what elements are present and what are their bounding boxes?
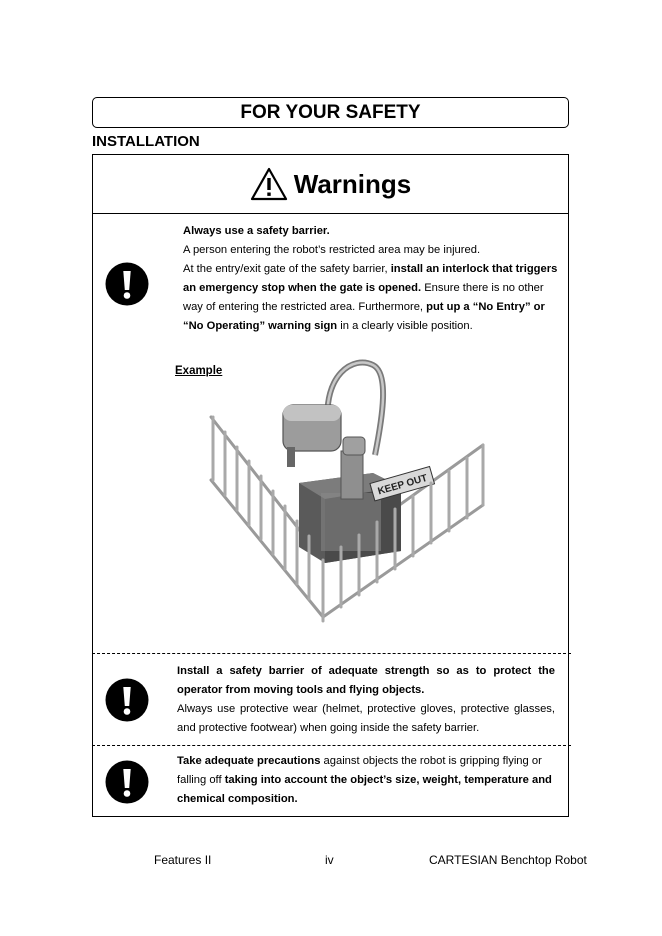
- block1-heading: Always use a safety barrier.: [183, 225, 330, 237]
- page-title: FOR YOUR SAFETY: [240, 101, 421, 123]
- warnings-box: [92, 154, 569, 817]
- warning-triangle-icon: [250, 167, 288, 201]
- page-title-box: [92, 97, 569, 128]
- warnings-header: [93, 155, 568, 214]
- robot-safety-barrier-illustration: [203, 355, 493, 625]
- warnings-title: Warnings: [293, 168, 412, 199]
- separator: [92, 653, 571, 654]
- mandatory-action-icon: [105, 760, 149, 804]
- footer-left: Features II: [154, 853, 212, 867]
- block3-text: Take adequate precautions against objects the robot is gripping flying or falling off taking into account the object’s size, weight, temperature and chemical composition.: [177, 755, 552, 805]
- block2-bold: Install a safety barrier of adequate strength so as to protect the operator from moving tools and flying objects.: [177, 665, 555, 696]
- footer-right: CARTESIAN Benchtop Robot: [429, 853, 587, 867]
- separator: [92, 745, 571, 746]
- block1-paragraph: At the entry/exit gate of the safety barrier, install an interlock that triggers an emergency stop when the gate is opened. Ensure there is no other way of entering the restricted area. Furthermore, put up a “No Entry” or “No Operating” warning sign in a clearly visible position.: [183, 263, 558, 332]
- example-label: Example: [175, 365, 223, 377]
- section-heading: INSTALLATION: [92, 133, 200, 150]
- block2-text: [177, 662, 555, 738]
- mandatory-action-icon: [105, 262, 149, 306]
- block1-line1: A person entering the robot’s restricted area may be injured.: [183, 244, 481, 256]
- mandatory-action-icon: [105, 678, 149, 722]
- block1-text: [183, 222, 558, 336]
- footer-page-number: iv: [325, 853, 334, 867]
- keep-out-sign-text: KEEP OUT: [376, 472, 429, 498]
- block2-body: Always use protective wear (helmet, protective gloves, protective glasses, and protective footwear) when going inside the safety barrier.: [177, 703, 555, 734]
